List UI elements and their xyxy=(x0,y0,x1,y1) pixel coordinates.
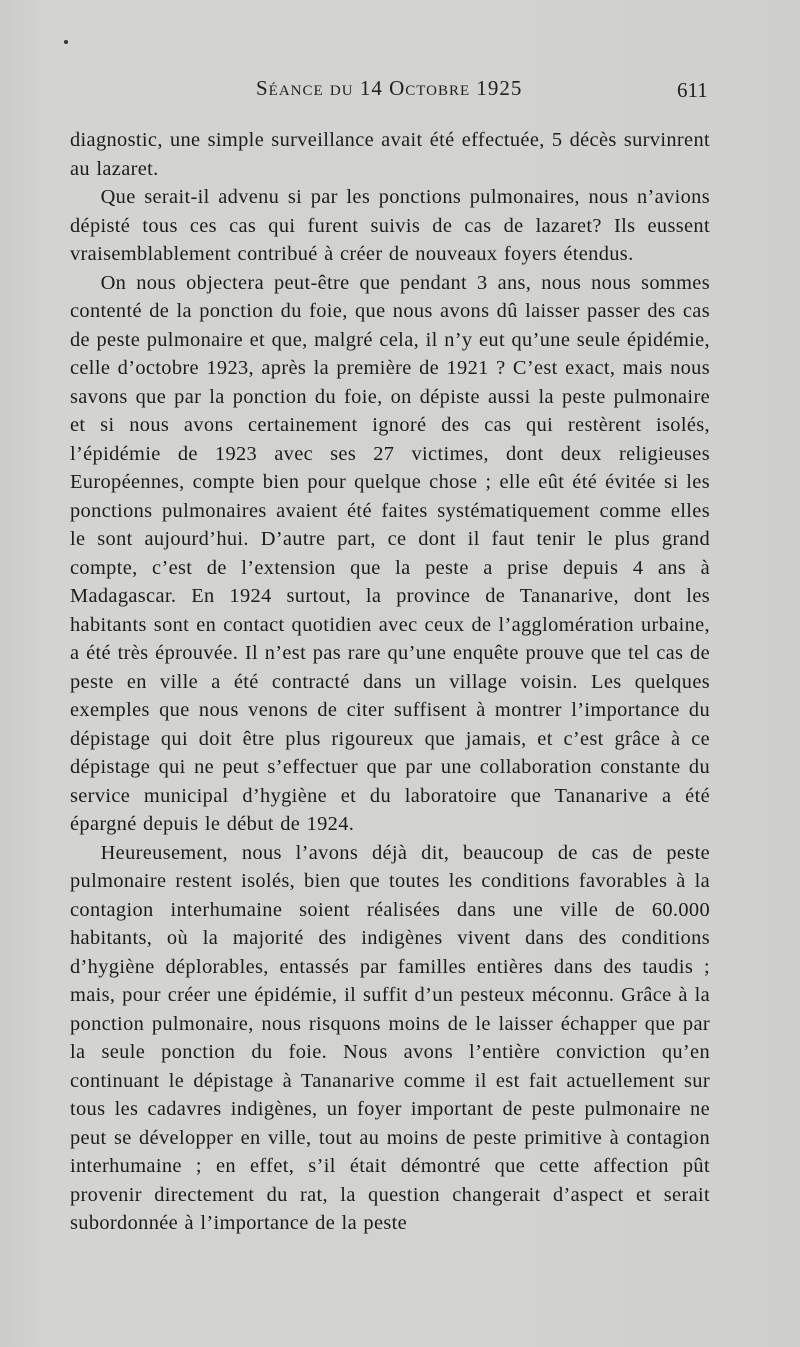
body-text xyxy=(70,126,710,1238)
running-head: Séance du 14 Octobre 1925 xyxy=(256,76,523,100)
ink-speck xyxy=(64,40,68,44)
paragraph: diagnostic, une simple surveillance avait été effectuée, 5 décès survinrent au lazaret. xyxy=(70,129,710,180)
page-header xyxy=(0,76,800,106)
paragraph: On nous objectera peut-être que pendant 3 ans, nous nous sommes contenté de la ponction du foie, que nous avons dû laisser passer des cas de peste pulmonaire et que, malgré cela, il n’y eut qu’une seule épidémie, celle d’octobre 1923, après la première de 1921 ? C’est exact, mais nous savons que par la ponction du foie, on dépiste aussi la peste pulmonaire et si nous avons certainement ignoré des cas qui restèrent isolés, l’épidémie de 1923 avec ses 27 victimes, dont deux religieuses Européennes, compte bien pour quelque chose ; elle eût été évitée si les ponctions pulmonaires avaient été faites systématiquement comme elles le sont aujourd’hui. D’autre part, ce dont il faut tenir le plus grand compte, c’est de l’extension que la peste a prise depuis 4 ans à Madagascar. En 1924 surtout, la province de Tananarive, dont les habitants sont en contact quotidien avec ceux de l’agglomération urbaine, a été très éprouvée. Il n’est pas rare qu’une enquête prouve que tel cas de peste en ville a été contracté dans un village voisin. Les quelques exemples que nous venons de citer suffisent à montrer l’importance du dépistage qui doit être plus rigoureux que jamais, et c’est grâce à ce dépistage qui ne peut s’effectuer que par une collaboration constante du service municipal d’hygiène et du laboratoire que Tananarive a été épargné depuis le début de 1924. xyxy=(70,271,710,835)
page-number: 611 xyxy=(677,78,708,102)
paragraph: Que serait-il advenu si par les ponctions pulmonaires, nous n’avions dépisté tous ces cas qui furent suivis de cas de lazaret? Ils eussent vraisemblablement contribué à créer de nouveaux foyers étendus. xyxy=(70,186,710,265)
paragraph: Heureusement, nous l’avons déjà dit, beaucoup de cas de peste pulmonaire restent isolés, bien que toutes les conditions favorables à la contagion interhumaine soient réalisées dans une ville de 60.000 habitants, où la majorité des indigènes vivent dans des conditions d’hygiène déplorables, entassés par familles entières dans des taudis ; mais, pour créer une épidémie, il suffit d’un pesteux méconnu. Grâce à la ponction pulmonaire, nous risquons moins de le laisser échapper que par la seule ponction du foie. Nous avons l’entière conviction qu’en continuant le dépistage à Tananarive comme il est fait actuellement sur tous les cadavres indigènes, un foyer important de peste pulmonaire ne peut se développer en ville, tout au moins de peste primitive à contagion interhumaine ; en effet, s’il était démontré que cette affection pût provenir directement du rat, la question changerait d’aspect et serait subordonnée à l’importance de la peste xyxy=(70,841,710,1234)
